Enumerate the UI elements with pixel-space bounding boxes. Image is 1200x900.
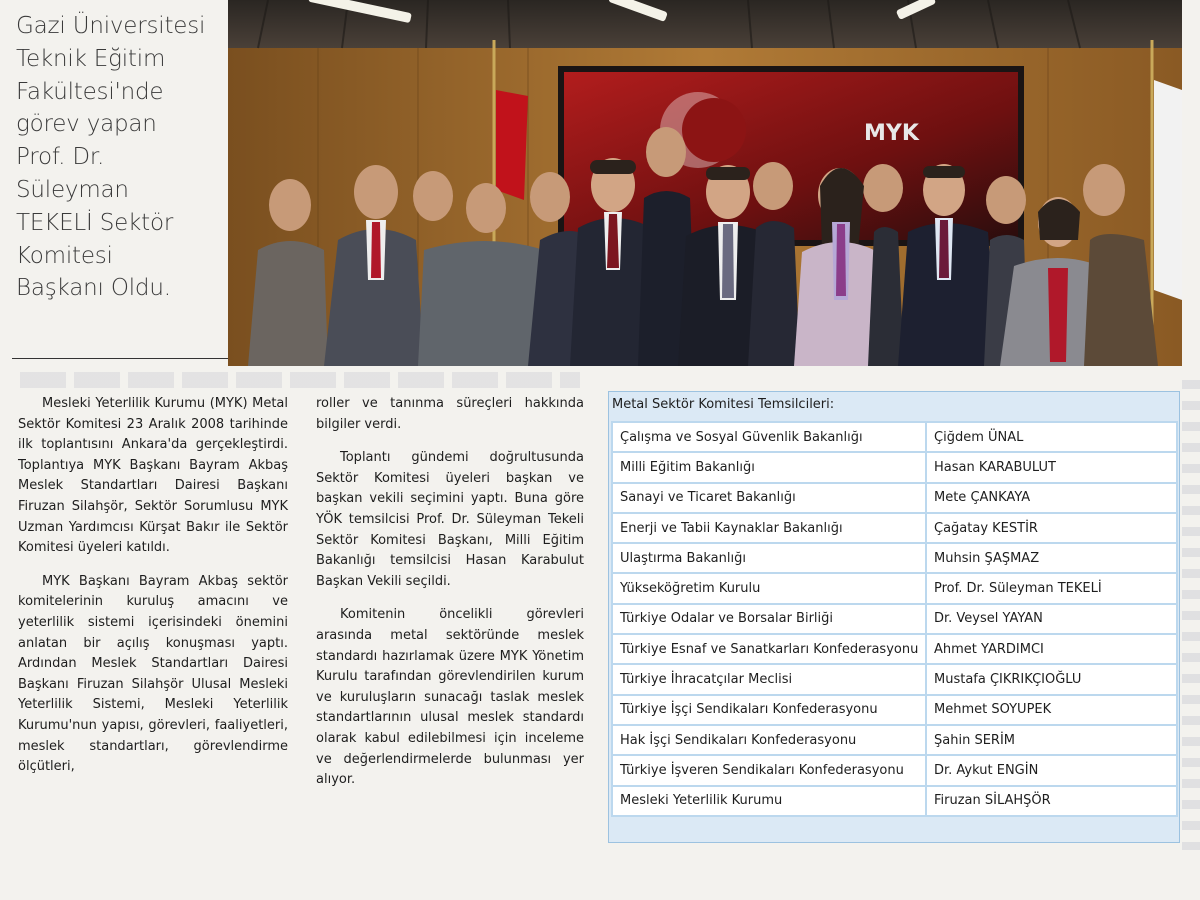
article-paragraph: MYK Başkanı Bayram Akbaş sektör komitelerinin kuruluş amacını ve yeterlilik sistemi içerisindeki önemini anlatan bir açılış konuşması yaptı. Ardından Meslek Standartları Dairesi Başkanı Firuzan Silahşör Ulusal Mesleki Yeterlilik Sistemi, Mesleki Yeterlilik Kurumu'nun yapısı, görevleri, faaliyetleri, meslek standartları, görevlendirme ölçütleri,: [18, 573, 288, 775]
table-row: [612, 543, 1177, 573]
organization-cell: Türkiye İhracatçılar Meclisi: [612, 664, 926, 694]
organization-cell: Milli Eğitim Bakanlığı: [612, 452, 926, 482]
organization-cell: Enerji ve Tabii Kaynaklar Bakanlığı: [612, 513, 926, 543]
myk-logo-text: MYK: [864, 121, 919, 146]
table-row: [612, 452, 1177, 482]
headline-line: Süleyman: [16, 176, 129, 203]
representative-cell: Dr. Aykut ENGİN: [926, 755, 1177, 785]
organization-cell: Türkiye Esnaf ve Sanatkarları Konfederasyonu: [612, 634, 926, 664]
organization-cell: Mesleki Yeterlilik Kurumu: [612, 786, 926, 816]
table-row: [612, 725, 1177, 755]
headline-line: görev yapan: [16, 111, 157, 138]
representative-cell: Firuzan SİLAHŞÖR: [926, 786, 1177, 816]
organization-cell: Ulaştırma Bakanlığı: [612, 543, 926, 573]
representatives-title: Metal Sektör Komitesi Temsilcileri:: [612, 397, 835, 412]
representative-cell: Çağatay KESTİR: [926, 513, 1177, 543]
show-through-texture: [1182, 380, 1200, 850]
table-row: [612, 634, 1177, 664]
organization-cell: Sanayi ve Ticaret Bakanlığı: [612, 483, 926, 513]
representative-cell: Şahin SERİM: [926, 725, 1177, 755]
table-row: [612, 483, 1177, 513]
headline-line: Fakültesi'nde: [16, 78, 164, 105]
representative-cell: Prof. Dr. Süleyman TEKELİ: [926, 573, 1177, 603]
headline-line: Başkanı Oldu.: [16, 275, 171, 302]
headline-line: Gazi Üniversitesi: [16, 13, 206, 39]
table-row: [612, 786, 1177, 816]
representative-cell: Mustafa ÇIKRIKÇIOĞLU: [926, 664, 1177, 694]
organization-cell: Türkiye İşçi Sendikaları Konfederasyonu: [612, 695, 926, 725]
table-row: [612, 664, 1177, 694]
article-column-1: [18, 394, 288, 791]
group-photo-illustration: [228, 0, 1182, 366]
table-row: [612, 755, 1177, 785]
organization-cell: Yükseköğretim Kurulu: [612, 573, 926, 603]
group-photo: [228, 0, 1182, 366]
article-paragraph: Mesleki Yeterlilik Kurumu (MYK) Metal Sektör Komitesi 23 Aralık 2008 tarihinde ilk toplantısını Ankara'da gerçekleştirdi. Toplantıya MYK Başkanı Bayram Akbaş Meslek Standartları Dairesi Başkanı Firuzan Silahşör, Sektör Sorumlusu MYK Uzman Yardımcısı Kürşat Bakır ile Sektör Komitesi üyeleri katıldı.: [18, 396, 288, 556]
representative-cell: Mete ÇANKAYA: [926, 483, 1177, 513]
headline-rule: [12, 358, 230, 359]
article-column-2: [316, 394, 584, 804]
table-row: [612, 513, 1177, 543]
table-row: [612, 695, 1177, 725]
article-paragraph: Komitenin öncelikli görevleri arasında metal sektöründe meslek standardı hazırlamak üzere MYK Yönetim Kurulu tarafından görevlendirilen kurum ve kuruluşların sunacağı taslak meslek standartlarının ulusal meslek standardı olarak kabul edilebilmesi için inceleme ve değerlendirmelerde bulunması yer alıyor.: [316, 607, 584, 788]
representative-cell: Mehmet SOYUPEK: [926, 695, 1177, 725]
table-row: [612, 604, 1177, 634]
headline-line: Teknik Eğitim: [16, 45, 166, 72]
organization-cell: Çalışma ve Sosyal Güvenlik Bakanlığı: [612, 422, 926, 452]
representative-cell: Muhsin ŞAŞMAZ: [926, 543, 1177, 573]
table-row: [612, 422, 1177, 452]
representatives-table: [611, 421, 1178, 817]
headline-line: TEKELİ Sektör: [16, 209, 174, 236]
organization-cell: Hak İşçi Sendikaları Konfederasyonu: [612, 725, 926, 755]
representative-cell: Ahmet YARDIMCI: [926, 634, 1177, 664]
headline-line: Prof. Dr.: [16, 144, 105, 171]
representative-cell: Hasan KARABULUT: [926, 452, 1177, 482]
representative-cell: Çiğdem ÜNAL: [926, 422, 1177, 452]
show-through-texture: [20, 372, 580, 388]
table-row: [612, 573, 1177, 603]
organization-cell: Türkiye İşveren Sendikaları Konfederasyonu: [612, 755, 926, 785]
headline: [16, 10, 226, 305]
organization-cell: Türkiye Odalar ve Borsalar Birliği: [612, 604, 926, 634]
article-paragraph: roller ve tanınma süreçleri hakkında bilgiler verdi.: [316, 396, 584, 432]
headline-line: Komitesi: [16, 242, 113, 269]
article-paragraph: Toplantı gündemi doğrultusunda Sektör Komitesi üyeleri başkan ve başkan vekili seçimini yaptı. Buna göre YÖK temsilcisi Prof. Dr. Süleyman Tekeli Sektör Komitesi Başkanı, Milli Eğitim Bakanlığı temsilcisi Hasan Karabulut Başkan Vekili seçildi.: [316, 450, 584, 589]
representative-cell: Dr. Veysel YAYAN: [926, 604, 1177, 634]
